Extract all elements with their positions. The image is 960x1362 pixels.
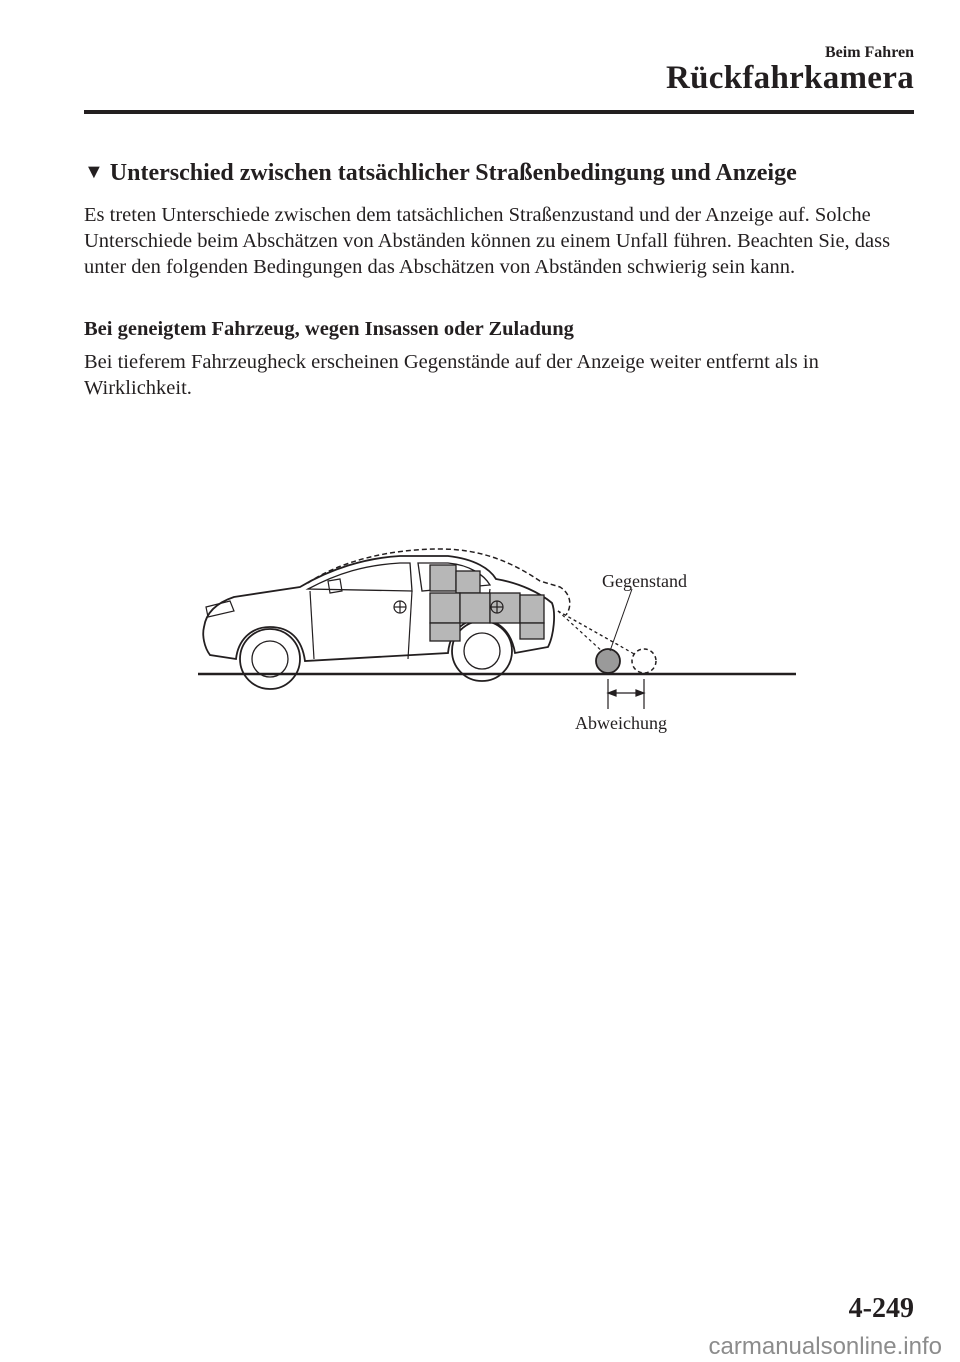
- section-heading-text: Unterschied zwischen tatsächlicher Straßenbedingung und Anzeige: [109, 160, 797, 186]
- header-rule: [84, 110, 914, 114]
- triangle-marker-icon: ▼: [84, 161, 104, 183]
- site-watermark: carmanualsonline.info: [708, 1333, 942, 1360]
- intro-paragraph: Es treten Unterschiede zwischen dem tatsächlichen Straßenzustand und der Anzeige auf. Solche Unterschiede beim Abschätzen von Abständen können zu einem Unfall führen. Beachten Sie, dass unter den folgenden Bedingungen das Abschätzen von Abständen schwierig sein kann.: [84, 204, 891, 278]
- object-label: Gegenstand: [602, 571, 687, 591]
- page-number: 4-249: [848, 1293, 914, 1324]
- running-header-title: Rückfahrkamera: [665, 60, 914, 96]
- deviation-label: Abweichung: [575, 713, 667, 733]
- section-heading: [84, 160, 924, 187]
- displayed-object: [632, 649, 656, 673]
- explanation-paragraph: Bei tieferem Fahrzeugheck erscheinen Gegenstände auf der Anzeige weiter entfernt als in Wirklichkeit.: [84, 351, 819, 399]
- deviation-dimension: [608, 679, 644, 709]
- camera-view-cone: [558, 611, 636, 655]
- actual-object: [596, 649, 620, 673]
- cargo-load: [430, 565, 544, 641]
- object-leader-line: [610, 589, 632, 651]
- vehicle-tilt-illustration: [190, 535, 800, 750]
- running-header-section: Beim Fahren: [824, 44, 914, 61]
- car-camera-diagram: [190, 535, 800, 750]
- sub-heading: Bei geneigtem Fahrzeug, wegen Insassen oder Zuladung: [84, 318, 574, 340]
